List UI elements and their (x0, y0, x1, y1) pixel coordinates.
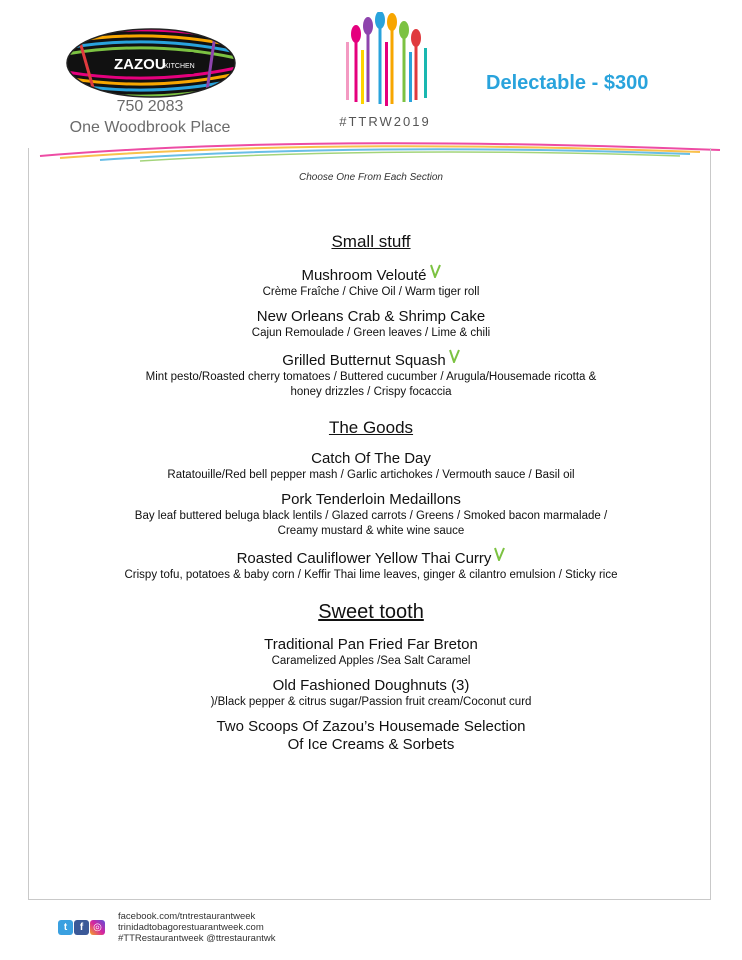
event-hashtag: #TTRW2019 (339, 114, 431, 129)
dish-description: Mint pesto/Roasted cherry tomatoes / Buttered cucumber / Arugula/Housemade ricotta & honey drizzles / Crispy focaccia (145, 371, 597, 398)
dish-description: Cajun Remoulade / Green leaves / Lime & chili (251, 327, 491, 339)
dish-name: Mushroom Velouté (301, 267, 427, 284)
dish-description: Caramelized Apples /Sea Salt Caramel (271, 655, 471, 667)
dish-description: Bay leaf buttered beluga black lentils / Glazed carrots / Greens / Smoked bacon marmalade / Creamy mustard & white wine sauce (134, 510, 608, 537)
section-title: Small stuff (331, 232, 411, 251)
section-small-stuff (40, 228, 702, 400)
dish (40, 636, 702, 669)
restaurant-phone: 750 2083 (116, 98, 184, 115)
footer-links (118, 911, 275, 944)
menu-price: Delectable - $300 (486, 72, 649, 94)
dish-name: Pork Tenderloin Medaillons (281, 491, 461, 508)
dish-name: New Orleans Crab & Shrimp Cake (256, 308, 486, 325)
dish (40, 547, 702, 583)
cutlery-art (338, 12, 434, 116)
dish (40, 491, 702, 539)
facebook-icon[interactable]: f (74, 920, 89, 935)
vegetarian-icon (493, 547, 505, 561)
social-handles: #TTRestaurantweek @ttrestaurantwk (118, 933, 276, 944)
dish-name: Roasted Cauliflower Yellow Thai Curry (236, 550, 492, 567)
dish-description: )/Black pepper & citrus sugar/Passion fruit cream/Coconut curd (210, 696, 532, 708)
dish-description: Ratatouille/Red bell pepper mash / Garlic artichokes / Vermouth sauce / Basil oil (167, 469, 575, 481)
dish (40, 264, 702, 300)
dish (40, 450, 702, 483)
twitter-icon[interactable]: t (58, 920, 73, 935)
restaurant-address: One Woodbrook Place (69, 119, 231, 136)
dish-name-continued: Of Ice Creams & Sorbets (287, 736, 455, 753)
dish-description: Crème Fraîche / Chive Oil / Warm tiger roll (262, 286, 480, 298)
instagram-icon[interactable]: ◎ (90, 920, 105, 935)
dish (40, 677, 702, 710)
dish-name: Catch Of The Day (311, 450, 431, 467)
facebook-link[interactable]: facebook.com/tntrestaurantweek (118, 911, 256, 922)
website-link[interactable]: trinidadtobagorestuarantweek.com (118, 922, 264, 933)
vegetarian-icon (429, 264, 441, 278)
dish (40, 349, 702, 400)
menu-instruction: Choose One From Each Section (299, 172, 443, 183)
menu-body (40, 228, 702, 768)
dish-name: Two Scoops Of Zazou’s Housemade Selection (216, 718, 526, 735)
section-sweet-tooth (40, 597, 702, 754)
dish-name: Old Fashioned Doughnuts (3) (272, 677, 470, 694)
vegetarian-icon (448, 349, 460, 363)
dish-description: Crispy tofu, potatoes & baby corn / Keffir Thai lime leaves, ginger & cilantro emulsion / Sticky rice (124, 569, 618, 581)
dish-name: Traditional Pan Fried Far Breton (264, 636, 478, 653)
social-icons (58, 920, 106, 936)
zazou-kitchen-logo (66, 28, 236, 98)
section-title: The Goods (328, 418, 414, 437)
dish (40, 308, 702, 341)
section-title: Sweet tooth (318, 601, 424, 623)
section-the-goods (40, 414, 702, 583)
svg-text:KITCHEN: KITCHEN (164, 63, 195, 70)
dish-name: Grilled Butternut Squash (282, 352, 446, 369)
svg-text:ZAZOU: ZAZOU (114, 56, 166, 73)
dish (40, 718, 702, 754)
